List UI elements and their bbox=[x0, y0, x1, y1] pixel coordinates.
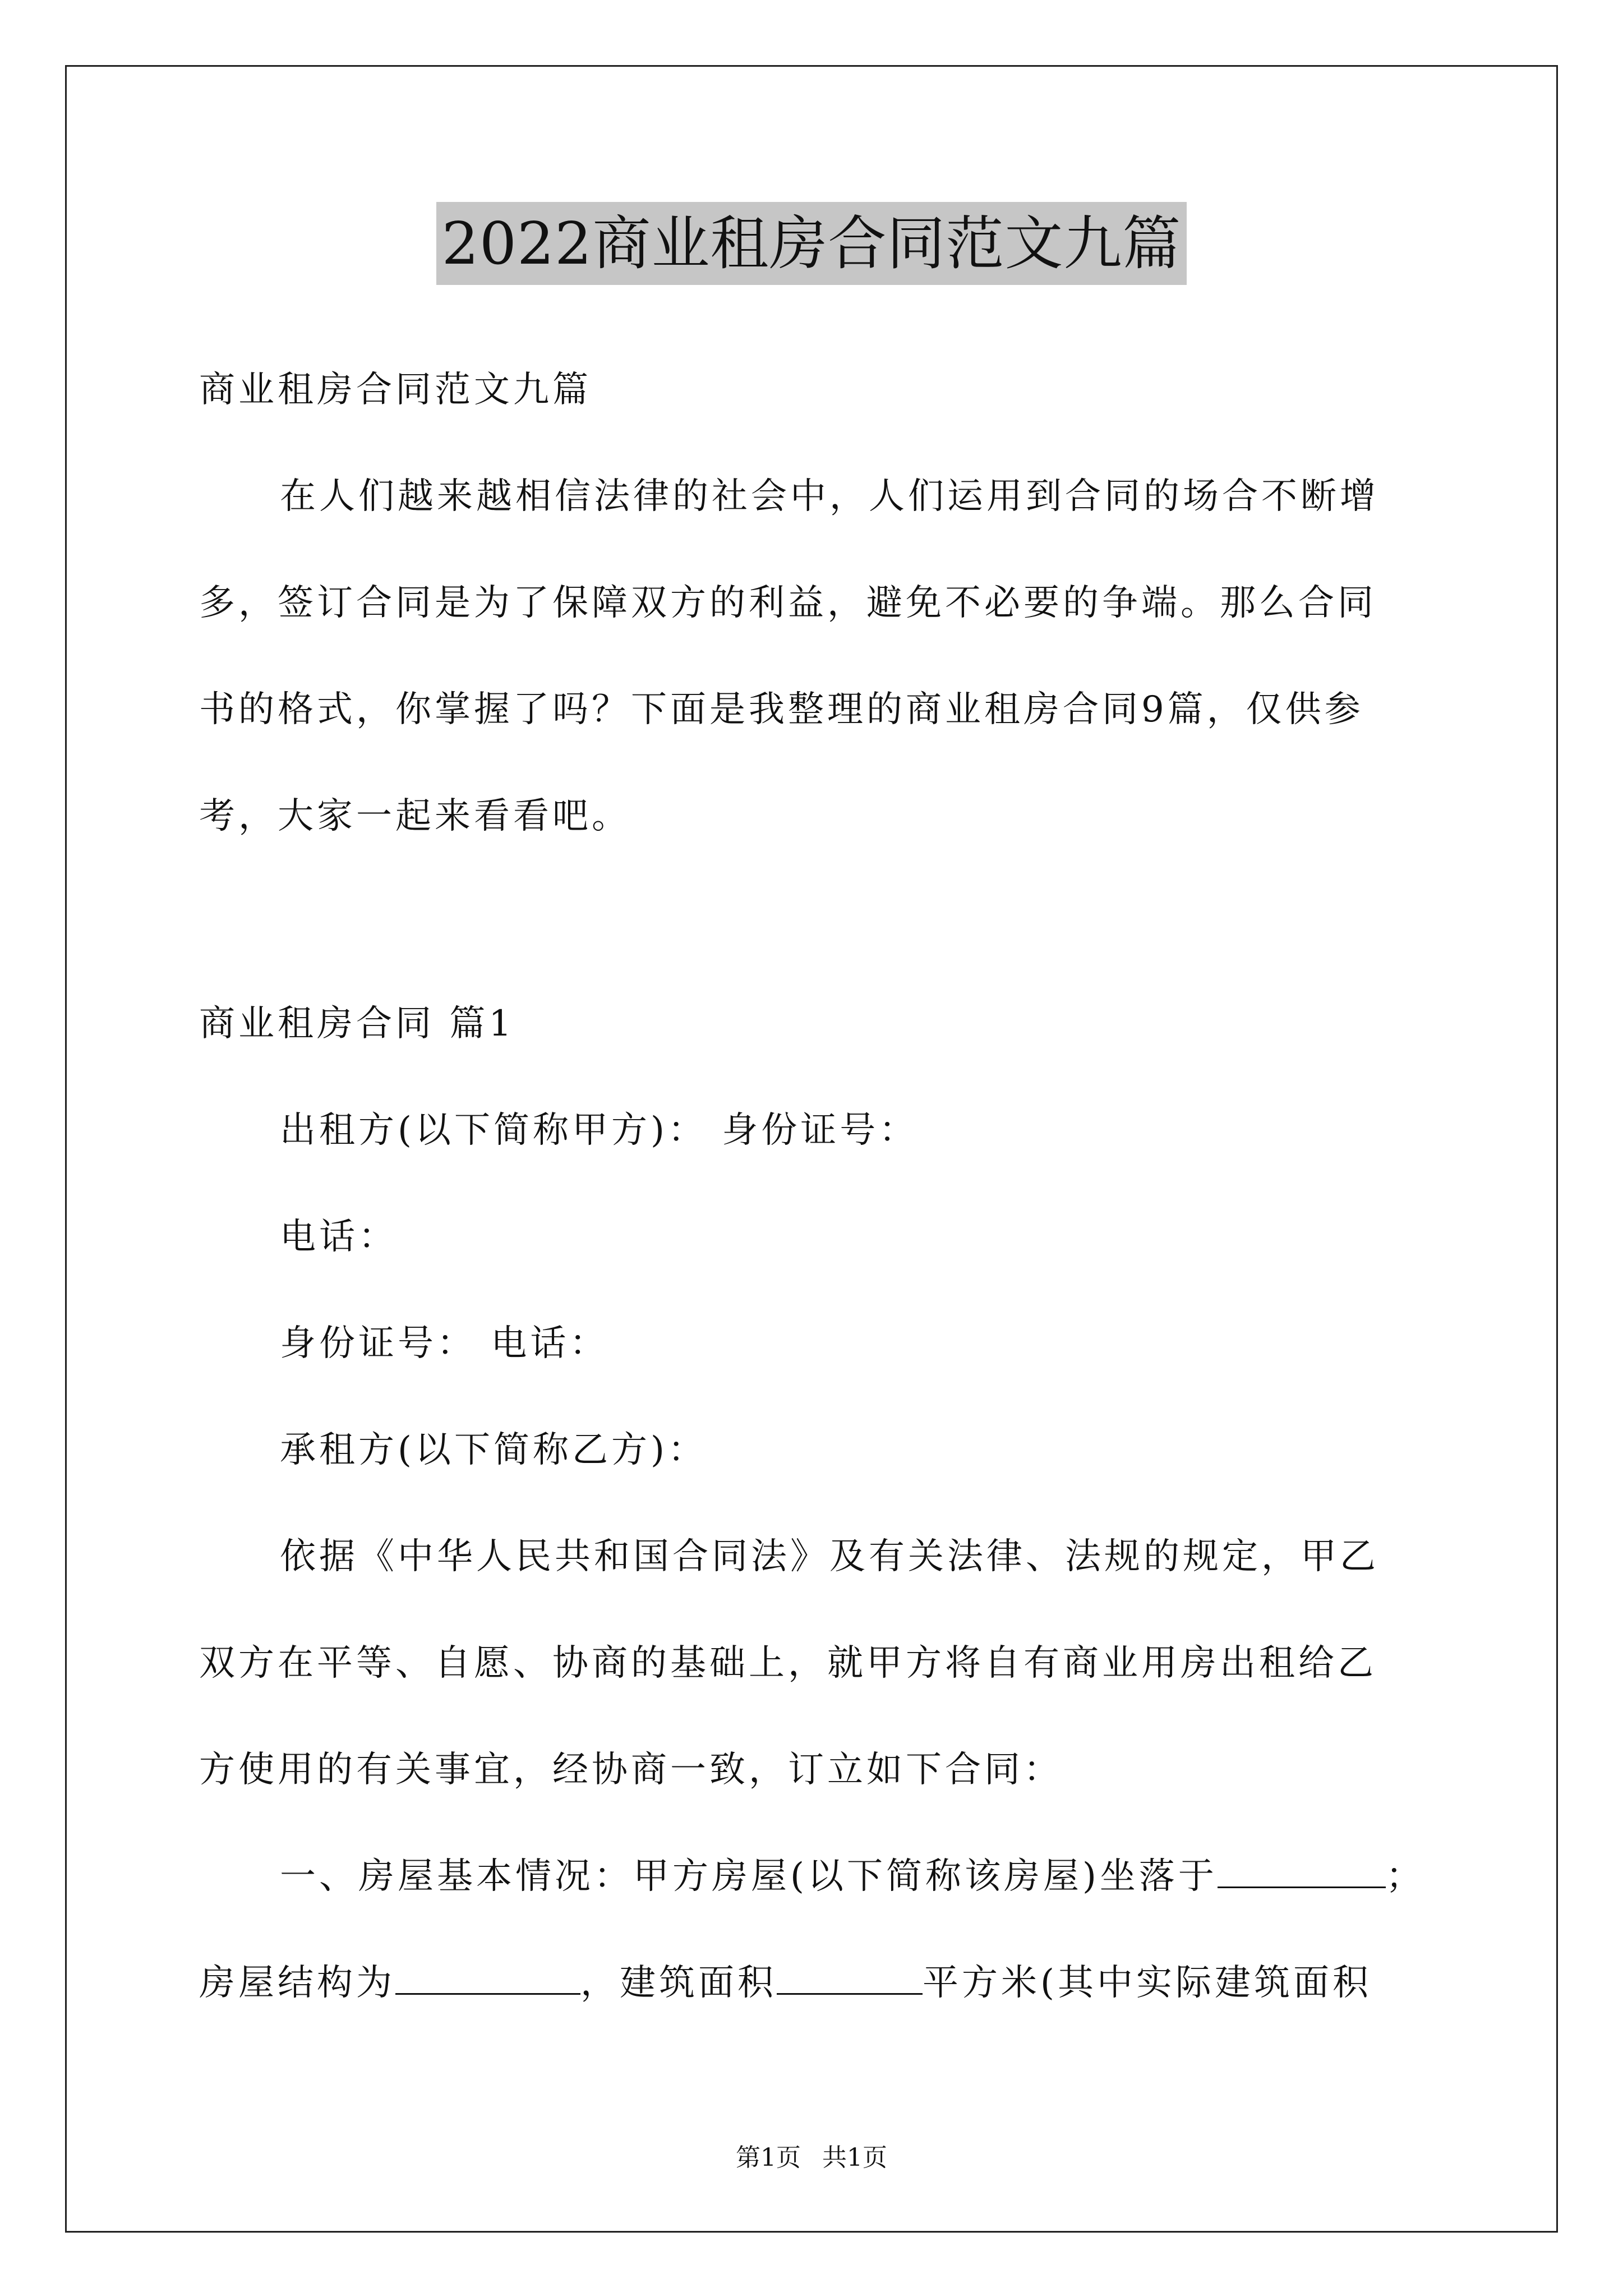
structure-label: 房屋结构为 bbox=[199, 1962, 395, 2004]
page-footer bbox=[0, 2137, 1623, 2173]
structure-blank bbox=[395, 1961, 580, 1995]
clause-1-text: 一、房屋基本情况：甲方房屋(以下简称该房屋)坐落于 bbox=[280, 1856, 1218, 1897]
title-container bbox=[0, 202, 1623, 285]
page-total: 共1页 bbox=[822, 2143, 887, 2172]
basis-line-1: 依据《中华人民共和国合同法》及有关法律、法规的规定，甲乙 bbox=[280, 1536, 1379, 1577]
basis-line-2: 双方在平等、自愿、协商的基础上，就甲方将自有商业用房出租给乙 bbox=[199, 1642, 1377, 1684]
clause-1-line-1 bbox=[199, 1823, 1433, 1930]
document-title: 2022商业租房合同范文九篇 bbox=[436, 202, 1187, 285]
intro-line-4: 考，大家一起来看看吧。 bbox=[199, 795, 631, 837]
intro-line-1: 在人们越来越相信法律的社会中，人们运用到合同的场合不断增 bbox=[280, 476, 1379, 517]
area-unit-label: 平方米(其中实际建筑面积 bbox=[923, 1962, 1372, 2004]
basis-line-3: 方使用的有关事宜，经协商一致，订立如下合同： bbox=[199, 1749, 1063, 1791]
clause-1-line-2 bbox=[199, 1930, 1433, 2036]
section-gap bbox=[199, 869, 1433, 970]
section-heading: 商业租房合同 篇1 bbox=[199, 1003, 515, 1045]
clause-1-semicolon: ； bbox=[1385, 1856, 1425, 1897]
page-number: 第1页 bbox=[736, 2143, 801, 2172]
intro-line-3: 书的格式，你掌握了吗？下面是我整理的商业租房合同9篇，仅供参 bbox=[199, 689, 1364, 730]
id-phone-line: 身份证号： 电话： bbox=[280, 1323, 609, 1364]
area-blank bbox=[777, 1961, 923, 1995]
party-b-line: 承租方(以下简称乙方)： bbox=[280, 1429, 707, 1471]
phone-line: 电话： bbox=[280, 1216, 398, 1258]
address-blank bbox=[1218, 1854, 1386, 1888]
intro-line-2: 多，签订合同是为了保障双方的利益，避免不必要的争端。那么合同 bbox=[199, 582, 1377, 624]
document-subtitle: 商业租房合同范文九篇 bbox=[199, 369, 592, 411]
party-a-line: 出租方(以下简称甲方)： 身份证号： bbox=[280, 1110, 919, 1151]
document-body bbox=[199, 337, 1433, 2036]
area-label: ，建筑面积 bbox=[580, 1962, 777, 2004]
